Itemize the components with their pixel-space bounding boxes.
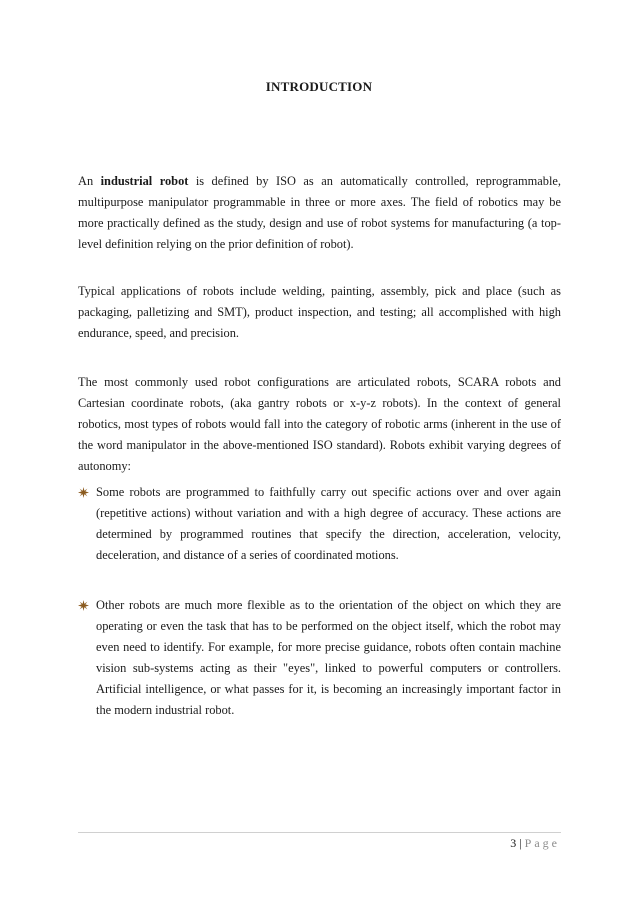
paragraph-applications: Typical applications of robots include welding, painting, assembly, pick and place (such as packaging, palletizing and SMT), product inspection, and testing; all accomplished with high endurance, speed, and precision. bbox=[78, 284, 561, 340]
bold-term: industrial robot bbox=[100, 174, 189, 188]
page-label: Page bbox=[524, 836, 560, 850]
paragraph-rest: is defined by ISO as an automatically controlled, reprogrammable, multipurpose manipulator programmable in three or more axes. The field of robotics may be more practically defined as the study, design and use of robot systems for manufacturing (a top-level definition relying on the prior definition of robot). bbox=[78, 174, 561, 251]
paragraph-industrial-robot-definition bbox=[78, 171, 561, 255]
bullet-item bbox=[78, 595, 561, 721]
footer-divider bbox=[78, 832, 561, 833]
star-burst-bullet-icon bbox=[78, 487, 89, 498]
page-footer bbox=[510, 836, 560, 851]
paragraph-configurations: The most commonly used robot configurations are articulated robots, SCARA robots and Cartesian coordinate robots, (aka gantry robots or x-y-z robots). In the context of general robotics, most types of robots would fall into the category of robotic arms (inherent in the use of the word manipulator in the above-mentioned ISO standard). Robots exhibit varying degrees of autonomy: bbox=[78, 375, 561, 473]
page-number: 3 bbox=[510, 836, 517, 850]
bullet-item bbox=[78, 482, 561, 566]
paragraph-lead: An bbox=[78, 174, 101, 188]
bullet-text: Other robots are much more flexible as to the orientation of the object on which they are operating or even the task that has to be performed on the object itself, which the robot may even need to identify. For example, for more precise guidance, robots often contain machine vision sub-systems acting as their "eyes", linked to powerful computers or controllers. Artificial intelligence, or what passes for it, is becoming an increasingly important factor in the modern industrial robot. bbox=[96, 598, 561, 717]
star-burst-bullet-icon bbox=[78, 600, 89, 611]
bullet-text: Some robots are programmed to faithfully carry out specific actions over and over again (repetitive actions) without variation and with a high degree of accuracy. These actions are determined by programmed routines that specify the direction, acceleration, velocity, deceleration, and distance of a series of coordinated motions. bbox=[96, 485, 561, 562]
footer-separator: | bbox=[519, 836, 522, 850]
page-title: INTRODUCTION bbox=[265, 79, 373, 94]
